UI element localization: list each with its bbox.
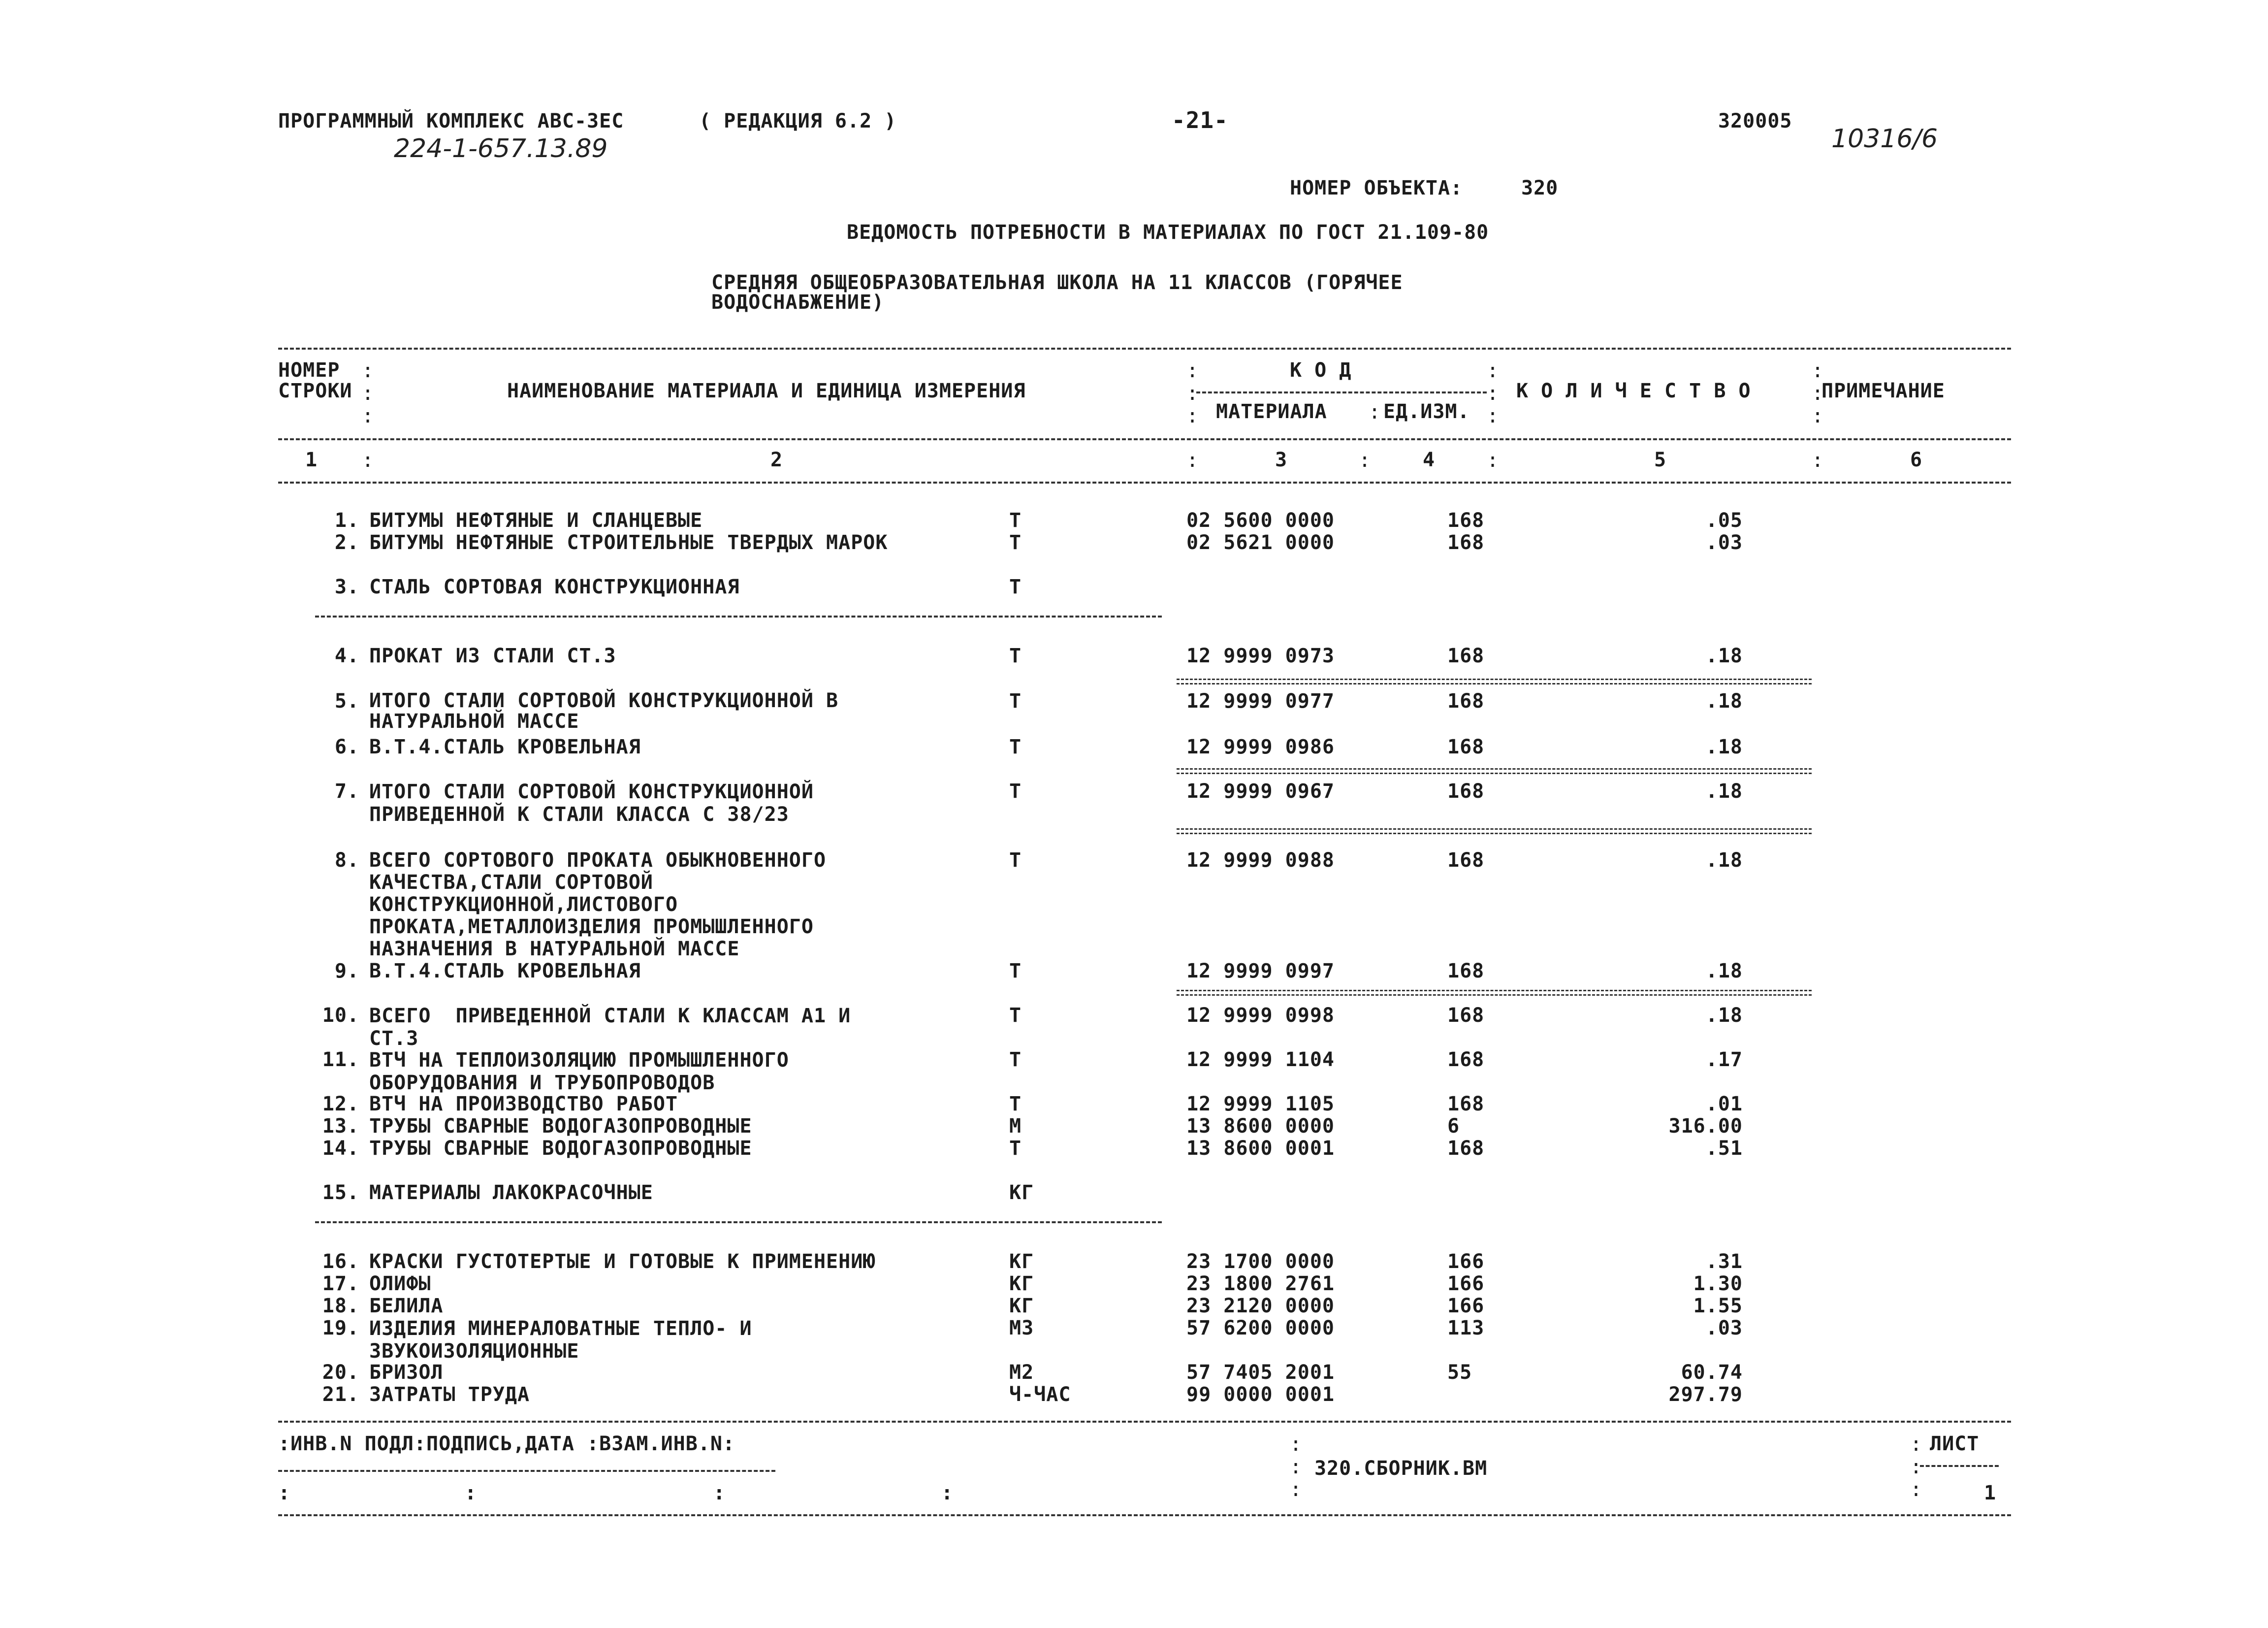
row-number: 3. (334, 576, 359, 598)
index-5: 5 (1654, 449, 1667, 471)
total-rule (1177, 679, 1812, 684)
row-number: 10. (322, 1004, 359, 1027)
row-quantity: 316.00 (1668, 1115, 1743, 1138)
row-number: 12. (322, 1093, 359, 1115)
row-unit-label: Ч-ЧАС (1009, 1383, 1071, 1406)
row-unit-code: 113 (1447, 1317, 1485, 1339)
row-code: 02 5600 0000 (1186, 509, 1335, 532)
row-unit-code: 166 (1447, 1272, 1485, 1295)
handwritten-reference: 224-1-657.13.89 (394, 134, 608, 163)
row-unit-code: 168 (1447, 1093, 1485, 1115)
row-material: ВСЕГО СОРТОВОГО ПРОКАТА ОБЫКНОВЕННОГО КАЧЕСТВА,СТАЛИ СОРТОВОЙ КОНСТРУКЦИОННОЙ,ЛИСТОВОГО ПРОКАТА,МЕТАЛЛОИЗДЕЛИЯ ПРОМЫШЛЕННОГО НАЗНАЧЕНИЯ В НАТУРАЛЬНОЙ МАССЕ (369, 849, 827, 960)
total-rule (1177, 828, 1812, 834)
subtitle-line-1: СРЕДНЯЯ ОБЩЕОБРАЗОВАТЕЛЬНАЯ ШКОЛА НА 11 КЛАССОВ (ГОРЯЧЕЕ (711, 271, 1403, 294)
row-unit-code: 168 (1447, 1048, 1485, 1071)
index-6: 6 (1910, 449, 1923, 471)
stamp-rule (278, 1470, 775, 1472)
row-quantity: .01 (1705, 1093, 1743, 1115)
row-material: БЕЛИЛА (369, 1295, 444, 1317)
row-quantity: .03 (1705, 1317, 1743, 1339)
row-number: 2. (334, 531, 359, 554)
row-code: 12 9999 0998 (1186, 1004, 1335, 1027)
row-unit-label: Т (1009, 509, 1022, 532)
row-unit-label: М2 (1009, 1361, 1034, 1384)
row-quantity: 60.74 (1681, 1361, 1743, 1384)
code-subheader-rule (1196, 391, 1487, 393)
row-unit-label: КГ (1009, 1295, 1034, 1317)
row-quantity: 297.79 (1668, 1383, 1743, 1406)
col-header-unit: ЕД.ИЗМ. (1383, 400, 1470, 423)
row-number: 18. (322, 1295, 359, 1317)
row-material: ПРОКАТ ИЗ СТАЛИ СТ.3 (369, 645, 616, 667)
col-header-code: К О Д (1290, 359, 1352, 382)
col-sep: : : : (1290, 1433, 1302, 1501)
row-material: ВТЧ НА ПРОИЗВОДСТВО РАБОТ (369, 1093, 678, 1115)
row-number: 11. (322, 1048, 359, 1071)
group-rule (315, 1221, 1162, 1223)
row-quantity: 1.55 (1693, 1295, 1743, 1317)
row-material: ИЗДЕЛИЯ МИНЕРАЛОВАТНЫЕ ТЕПЛО- И ЗВУКОИЗОЛЯЦИОННЫЕ (369, 1317, 752, 1363)
row-number: 16. (322, 1250, 359, 1273)
row-number: 9. (334, 960, 359, 982)
row-code: 12 9999 0988 (1186, 849, 1335, 872)
row-unit-code: 168 (1447, 849, 1485, 872)
row-number: 6. (334, 736, 359, 758)
row-number: 1. (334, 509, 359, 532)
row-code: 12 9999 1104 (1186, 1048, 1335, 1071)
row-unit-label: Т (1009, 1093, 1022, 1115)
row-code: 12 9999 1105 (1186, 1093, 1335, 1115)
row-unit-label: Т (1009, 690, 1022, 713)
row-material: ИТОГО СТАЛИ СОРТОВОЙ КОНСТРУКЦИОННОЙ ПРИВЕДЕННОЙ К СТАЛИ КЛАССА С 38/23 (369, 781, 814, 826)
index-2: 2 (770, 449, 783, 471)
row-code: 12 9999 0967 (1186, 780, 1335, 803)
col-sep: : (362, 449, 374, 472)
row-material: БИТУМЫ НЕФТЯНЫЕ СТРОИТЕЛЬНЫЕ ТВЕРДЫХ МАРОК (369, 531, 888, 554)
col-sep: : : : (1812, 359, 1824, 427)
total-rule (1177, 990, 1812, 996)
row-code: 57 7405 2001 (1186, 1361, 1335, 1384)
row-number: 5. (334, 690, 359, 713)
row-quantity: .18 (1705, 849, 1743, 872)
row-material: ТРУБЫ СВАРНЫЕ ВОДОГАЗОПРОВОДНЫЕ (369, 1115, 752, 1138)
row-unit-code: 168 (1447, 645, 1485, 667)
row-number: 20. (322, 1361, 359, 1384)
row-unit-label: Т (1009, 1004, 1022, 1027)
subtitle-line-2: ВОДОСНАБЖЕНИЕ) (711, 291, 885, 314)
group-rule (315, 616, 1162, 618)
row-quantity: .18 (1705, 690, 1743, 713)
col-sep: : (1812, 449, 1824, 472)
row-unit-label: Т (1009, 576, 1022, 598)
row-material: КРАСКИ ГУСТОТЕРТЫЕ И ГОТОВЫЕ К ПРИМЕНЕНИЮ (369, 1250, 876, 1273)
index-3: 3 (1275, 449, 1288, 471)
row-unit-code: 6 (1447, 1115, 1460, 1138)
object-number: 320 (1521, 177, 1559, 199)
program-name: ПРОГРАММНЫЙ КОМПЛЕКС АВС-3ЕС (278, 110, 624, 132)
col-sep: : (1487, 449, 1499, 472)
row-unit-label: КГ (1009, 1250, 1034, 1273)
stamp-columns: :ИНВ.N ПОДЛ:ПОДПИСЬ,ДАТА :ВЗАМ.ИНВ.N: (278, 1433, 735, 1455)
row-quantity: .18 (1705, 645, 1743, 667)
row-number: 4. (334, 645, 359, 667)
row-quantity: .18 (1705, 780, 1743, 803)
row-unit-code: 168 (1447, 1004, 1485, 1027)
row-code: 23 2120 0000 (1186, 1295, 1335, 1317)
col-header-quantity: К О Л И Ч Е С Т В О (1516, 380, 1751, 402)
row-number: 19. (322, 1317, 359, 1339)
row-quantity: .51 (1705, 1137, 1743, 1160)
row-number: 14. (322, 1137, 359, 1160)
row-quantity: .18 (1705, 736, 1743, 758)
footer-top-rule (278, 1421, 2011, 1423)
row-number: 13. (322, 1115, 359, 1138)
row-number: 7. (334, 780, 359, 803)
row-unit-code: 166 (1447, 1295, 1485, 1317)
document-title: ВЕДОМОСТЬ ПОТРЕБНОСТИ В МАТЕРИАЛАХ ПО ГОСТ 21.109-80 (847, 221, 1489, 244)
header-rule (278, 438, 2011, 440)
row-code: 12 9999 0973 (1186, 645, 1335, 667)
col-sep: : : : (1487, 359, 1499, 427)
row-quantity: .18 (1705, 960, 1743, 982)
row-unit-label: Т (1009, 645, 1022, 667)
row-material: БИТУМЫ НЕФТЯНЫЕ И СЛАНЦЕВЫЕ (369, 509, 703, 532)
row-quantity: .17 (1705, 1048, 1743, 1071)
index-1: 1 (305, 449, 318, 471)
row-material: ИТОГО СТАЛИ СОРТОВОЙ КОНСТРУКЦИОННОЙ В НАТУРАЛЬНОЙ МАССЕ (369, 689, 839, 733)
row-code: 12 9999 0977 (1186, 690, 1335, 713)
row-code: 02 5621 0000 (1186, 531, 1335, 554)
object-label: НОМЕР ОБЪЕКТА: (1290, 177, 1463, 199)
sheet-label: ЛИСТ (1930, 1433, 1980, 1455)
col-sep: : (1186, 449, 1199, 472)
row-code: 13 8600 0000 (1186, 1115, 1335, 1138)
total-rule (1177, 768, 1812, 774)
row-code: 57 6200 0000 (1186, 1317, 1335, 1339)
document-code: 320005 (1718, 110, 1792, 132)
row-code: 13 8600 0001 (1186, 1137, 1335, 1160)
row-material: В.Т.4.СТАЛЬ КРОВЕЛЬНАЯ (369, 736, 641, 758)
row-quantity: .18 (1705, 1004, 1743, 1027)
document-reference: 320.СБОРНИК.ВМ (1314, 1457, 1488, 1480)
row-number: 8. (334, 849, 359, 872)
row-unit-label: Т (1009, 1137, 1022, 1160)
edition: ( РЕДАКЦИЯ 6.2 ) (699, 110, 897, 132)
col-header-number-1: НОМЕР (278, 359, 340, 382)
col-header-number-2: СТРОКИ (278, 380, 352, 402)
sheet-rule (1920, 1465, 1999, 1467)
row-code: 99 0000 0001 (1186, 1383, 1335, 1406)
row-unit-code: 168 (1447, 690, 1485, 713)
row-quantity: .03 (1705, 531, 1743, 554)
row-unit-label: Т (1009, 960, 1022, 982)
row-code: 12 9999 0986 (1186, 736, 1335, 758)
footer-bottom-rule (278, 1514, 2011, 1516)
row-material: ЗАТРАТЫ ТРУДА (369, 1383, 530, 1406)
row-unit-code: 168 (1447, 531, 1485, 554)
table-top-rule (278, 348, 2011, 350)
row-material: СТАЛЬ СОРТОВАЯ КОНСТРУКЦИОННАЯ (369, 576, 740, 598)
row-unit-code: 168 (1447, 780, 1485, 803)
row-material: ВТЧ НА ТЕПЛОИЗОЛЯЦИЮ ПРОМЫШЛЕННОГО ОБОРУДОВАНИЯ И ТРУБОПРОВОДОВ (369, 1049, 789, 1094)
sheet-number: 1 (1984, 1482, 1997, 1504)
col-header-note: ПРИМЕЧАНИЕ (1821, 380, 1945, 402)
row-unit-code: 168 (1447, 509, 1485, 532)
row-unit-label: Т (1009, 1048, 1022, 1071)
row-unit-label: КГ (1009, 1272, 1034, 1295)
row-code: 23 1700 0000 (1186, 1250, 1335, 1273)
row-unit-label: М (1009, 1115, 1022, 1138)
col-sep: : : : (1186, 359, 1199, 427)
row-number: 15. (322, 1181, 359, 1204)
row-number: 21. (322, 1383, 359, 1406)
row-unit-code: 168 (1447, 960, 1485, 982)
row-material: БРИЗОЛ (369, 1361, 444, 1384)
col-sep: : (1369, 401, 1381, 423)
row-quantity: .31 (1705, 1250, 1743, 1273)
index-rule (278, 482, 2011, 484)
row-unit-label: Т (1009, 531, 1022, 554)
col-header-name: НАИМЕНОВАНИЕ МАТЕРИАЛА И ЕДИНИЦА ИЗМЕРЕНИЯ (507, 380, 1026, 402)
row-code: 23 1800 2761 (1186, 1272, 1335, 1295)
col-sep: : : : (362, 359, 374, 427)
row-number: 17. (322, 1272, 359, 1295)
row-unit-label: Т (1009, 780, 1022, 803)
index-4: 4 (1423, 449, 1436, 471)
row-unit-code: 168 (1447, 736, 1485, 758)
col-sep: : (1359, 449, 1371, 472)
row-material: МАТЕРИАЛЫ ЛАКОКРАСОЧНЫЕ (369, 1181, 653, 1204)
row-unit-code: 55 (1447, 1361, 1472, 1384)
stamp-empty-cells: : : : : (278, 1482, 962, 1504)
row-material: В.Т.4.СТАЛЬ КРОВЕЛЬНАЯ (369, 960, 641, 982)
row-unit-label: Т (1009, 736, 1022, 758)
row-quantity: .05 (1705, 509, 1743, 532)
row-unit-label: Т (1009, 849, 1022, 872)
row-unit-code: 168 (1447, 1137, 1485, 1160)
row-unit-label: КГ (1009, 1181, 1034, 1204)
col-header-material: МАТЕРИАЛА (1216, 400, 1327, 423)
row-unit-label: М3 (1009, 1317, 1034, 1339)
row-material: ОЛИФЫ (369, 1272, 431, 1295)
row-material: ТРУБЫ СВАРНЫЕ ВОДОГАЗОПРОВОДНЫЕ (369, 1137, 752, 1160)
col-sep: : : : (1910, 1433, 1922, 1501)
page-number: -21- (1172, 107, 1228, 133)
row-code: 12 9999 0997 (1186, 960, 1335, 982)
row-material: ВСЕГО ПРИВЕДЕННОЙ СТАЛИ К КЛАССАМ А1 И СТ.3 (369, 1005, 851, 1050)
row-quantity: 1.30 (1693, 1272, 1743, 1295)
handwritten-number: 10316/6 (1831, 124, 1938, 154)
row-unit-code: 166 (1447, 1250, 1485, 1273)
